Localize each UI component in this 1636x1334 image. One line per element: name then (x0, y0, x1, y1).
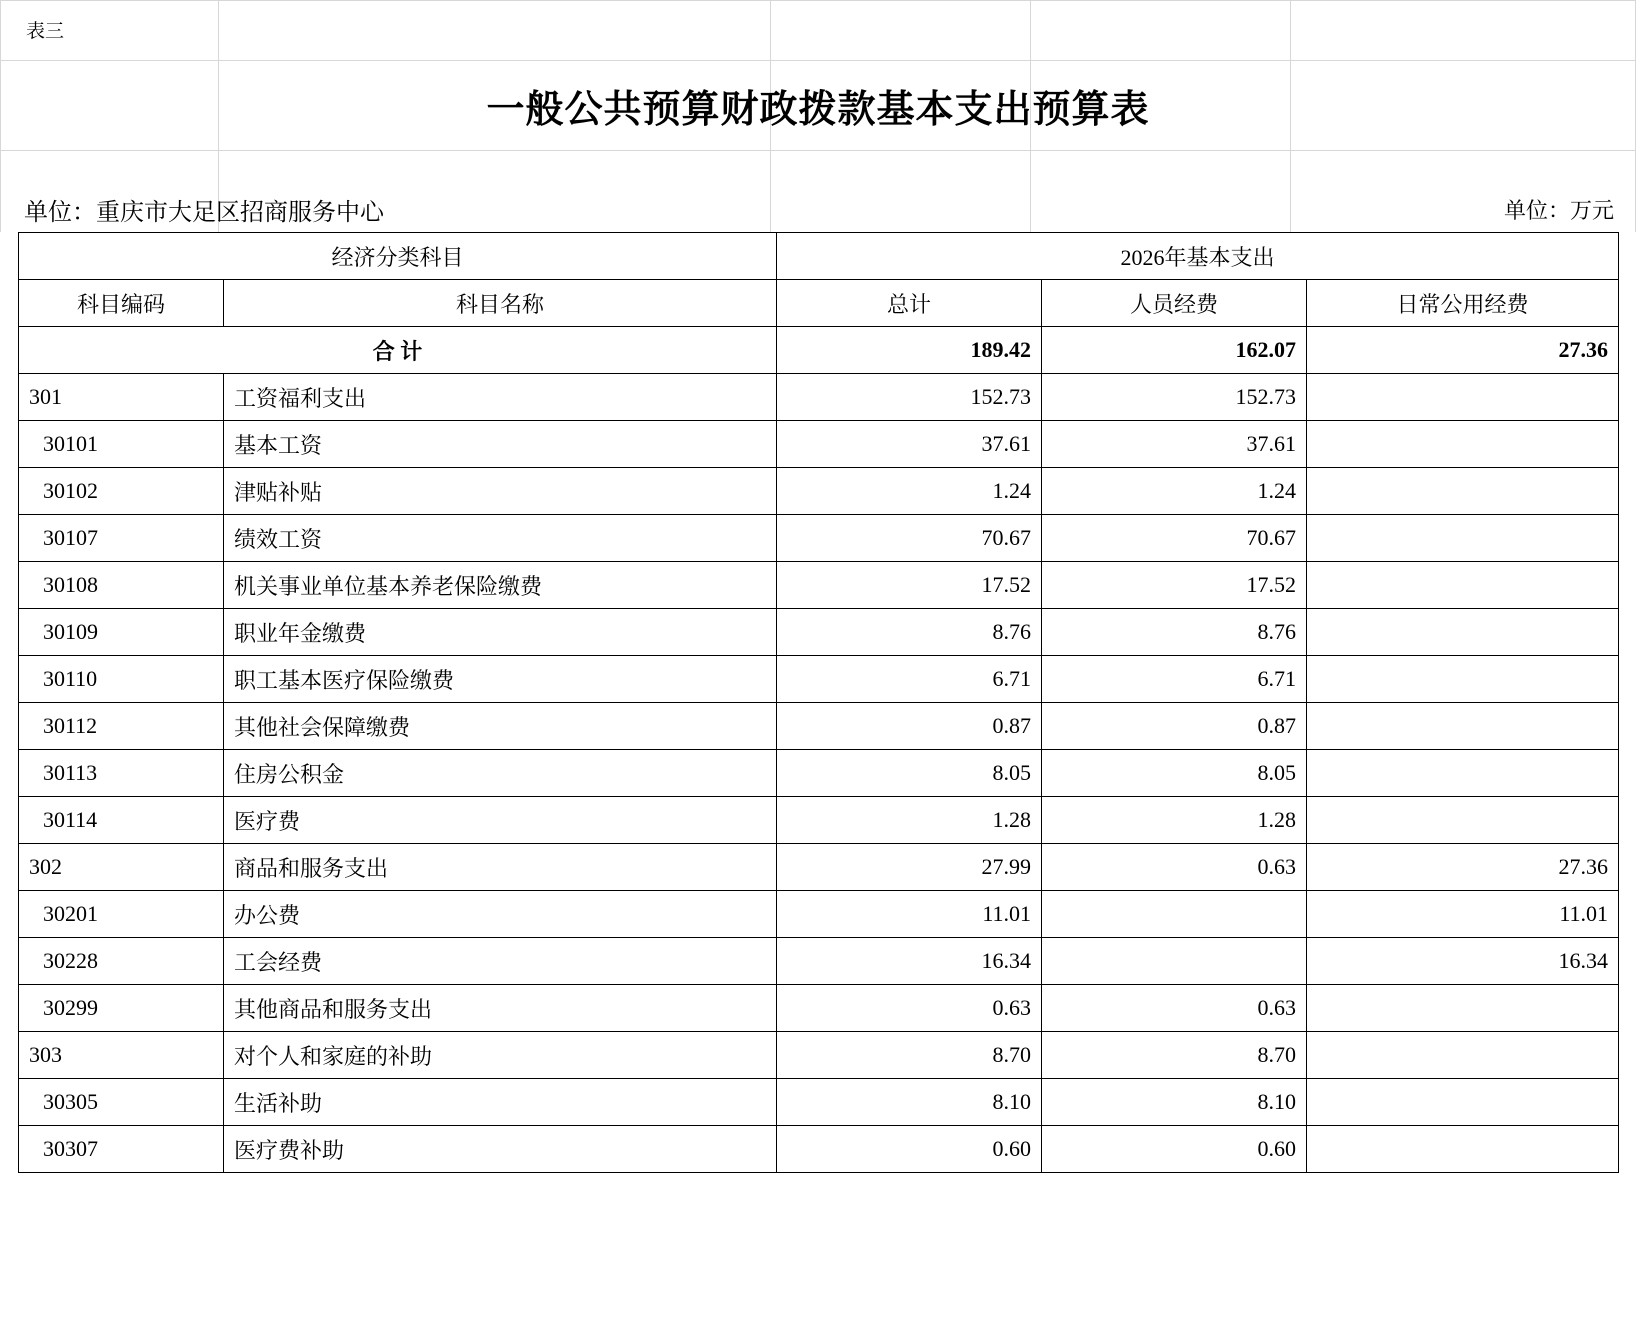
page-title: 一般公共预算财政拨款基本支出预算表 (486, 89, 1150, 131)
cell-personnel: 0.63 (1042, 844, 1307, 891)
cell-personnel: 8.70 (1042, 1032, 1307, 1079)
cell-name: 生活补助 (224, 1079, 777, 1126)
cell-daily: 11.01 (1307, 891, 1619, 938)
cell-code: 30307 (19, 1126, 224, 1173)
cell-name: 其他社会保障缴费 (224, 703, 777, 750)
summary-daily: 27.36 (1307, 327, 1619, 374)
table-row (19, 1032, 1619, 1079)
cell-code: 30109 (19, 609, 224, 656)
cell-total: 37.61 (777, 421, 1042, 468)
cell-name: 绩效工资 (224, 515, 777, 562)
cell-name: 工资福利支出 (224, 374, 777, 421)
cell-personnel: 70.67 (1042, 515, 1307, 562)
cell-daily: 27.36 (1307, 844, 1619, 891)
table-summary-row (19, 327, 1619, 374)
table-column-header-row (19, 280, 1619, 327)
table-row (19, 421, 1619, 468)
cell-personnel: 0.87 (1042, 703, 1307, 750)
cell-name: 津贴补贴 (224, 468, 777, 515)
cell-personnel: 0.60 (1042, 1126, 1307, 1173)
table-row (19, 656, 1619, 703)
table-row (19, 844, 1619, 891)
cell-daily (1307, 515, 1619, 562)
cell-personnel: 8.76 (1042, 609, 1307, 656)
cell-code: 30112 (19, 703, 224, 750)
cell-daily: 16.34 (1307, 938, 1619, 985)
table-row (19, 938, 1619, 985)
cell-total: 0.60 (777, 1126, 1042, 1173)
cell-total: 6.71 (777, 656, 1042, 703)
cell-total: 70.67 (777, 515, 1042, 562)
cell-personnel: 8.10 (1042, 1079, 1307, 1126)
table-group-header-row (19, 233, 1619, 280)
cell-daily (1307, 562, 1619, 609)
table-row (19, 609, 1619, 656)
column-header-code: 科目编码 (19, 280, 224, 327)
cell-code: 30108 (19, 562, 224, 609)
cell-personnel (1042, 938, 1307, 985)
cell-daily (1307, 468, 1619, 515)
cell-code: 30305 (19, 1079, 224, 1126)
cell-name: 工会经费 (224, 938, 777, 985)
cell-daily (1307, 1126, 1619, 1173)
cell-name: 基本工资 (224, 421, 777, 468)
budget-table (18, 232, 1619, 1173)
cell-name: 商品和服务支出 (224, 844, 777, 891)
cell-name: 职工基本医疗保险缴费 (224, 656, 777, 703)
cell-code: 302 (19, 844, 224, 891)
cell-code: 30101 (19, 421, 224, 468)
cell-personnel: 6.71 (1042, 656, 1307, 703)
cell-personnel: 1.28 (1042, 797, 1307, 844)
cell-personnel: 152.73 (1042, 374, 1307, 421)
cell-total: 152.73 (777, 374, 1042, 421)
cell-code: 30107 (19, 515, 224, 562)
cell-total: 1.24 (777, 468, 1042, 515)
cell-personnel (1042, 891, 1307, 938)
table-row (19, 468, 1619, 515)
cell-code: 30110 (19, 656, 224, 703)
cell-name: 机关事业单位基本养老保险缴费 (224, 562, 777, 609)
cell-code: 30299 (19, 985, 224, 1032)
cell-personnel: 17.52 (1042, 562, 1307, 609)
column-header-total: 总计 (777, 280, 1042, 327)
cell-daily (1307, 656, 1619, 703)
group-header-category: 经济分类科目 (19, 233, 777, 280)
table-row (19, 797, 1619, 844)
cell-personnel: 8.05 (1042, 750, 1307, 797)
cell-total: 8.76 (777, 609, 1042, 656)
table-row (19, 1079, 1619, 1126)
cell-personnel: 0.63 (1042, 985, 1307, 1032)
table-row (19, 891, 1619, 938)
cell-code: 30201 (19, 891, 224, 938)
column-header-daily: 日常公用经费 (1307, 280, 1619, 327)
cell-daily (1307, 609, 1619, 656)
cell-name: 职业年金缴费 (224, 609, 777, 656)
cell-daily (1307, 750, 1619, 797)
cell-code: 30114 (19, 797, 224, 844)
cell-code: 30228 (19, 938, 224, 985)
cell-total: 11.01 (777, 891, 1042, 938)
cell-name: 对个人和家庭的补助 (224, 1032, 777, 1079)
column-header-name: 科目名称 (224, 280, 777, 327)
cell-daily (1307, 1032, 1619, 1079)
summary-personnel: 162.07 (1042, 327, 1307, 374)
unit-name-label: 单位：重庆市大足区招商服务中心 (24, 200, 384, 226)
cell-name: 住房公积金 (224, 750, 777, 797)
cell-total: 0.87 (777, 703, 1042, 750)
group-header-expenditure: 2026年基本支出 (777, 233, 1619, 280)
cell-total: 0.63 (777, 985, 1042, 1032)
cell-daily (1307, 985, 1619, 1032)
cell-total: 8.10 (777, 1079, 1042, 1126)
cell-name: 办公费 (224, 891, 777, 938)
sheet-tag: 表三 (26, 21, 65, 42)
table-body (19, 374, 1619, 1173)
cell-daily (1307, 421, 1619, 468)
cell-personnel: 37.61 (1042, 421, 1307, 468)
summary-label: 合 计 (19, 327, 777, 374)
cell-code: 301 (19, 374, 224, 421)
cell-code: 30113 (19, 750, 224, 797)
cell-daily (1307, 374, 1619, 421)
cell-name: 其他商品和服务支出 (224, 985, 777, 1032)
cell-daily (1307, 1079, 1619, 1126)
cell-name: 医疗费 (224, 797, 777, 844)
cell-name: 医疗费补助 (224, 1126, 777, 1173)
table-row (19, 985, 1619, 1032)
cell-total: 8.70 (777, 1032, 1042, 1079)
cell-code: 303 (19, 1032, 224, 1079)
cell-daily (1307, 703, 1619, 750)
cell-total: 1.28 (777, 797, 1042, 844)
column-header-personnel: 人员经费 (1042, 280, 1307, 327)
table-row (19, 562, 1619, 609)
cell-daily (1307, 797, 1619, 844)
cell-total: 27.99 (777, 844, 1042, 891)
currency-unit-label: 单位：万元 (1503, 198, 1614, 223)
table-row (19, 750, 1619, 797)
table-row (19, 515, 1619, 562)
cell-personnel: 1.24 (1042, 468, 1307, 515)
table-row (19, 1126, 1619, 1173)
cell-total: 8.05 (777, 750, 1042, 797)
table-row (19, 703, 1619, 750)
table-row (19, 374, 1619, 421)
cell-total: 17.52 (777, 562, 1042, 609)
cell-code: 30102 (19, 468, 224, 515)
summary-total: 189.42 (777, 327, 1042, 374)
cell-total: 16.34 (777, 938, 1042, 985)
